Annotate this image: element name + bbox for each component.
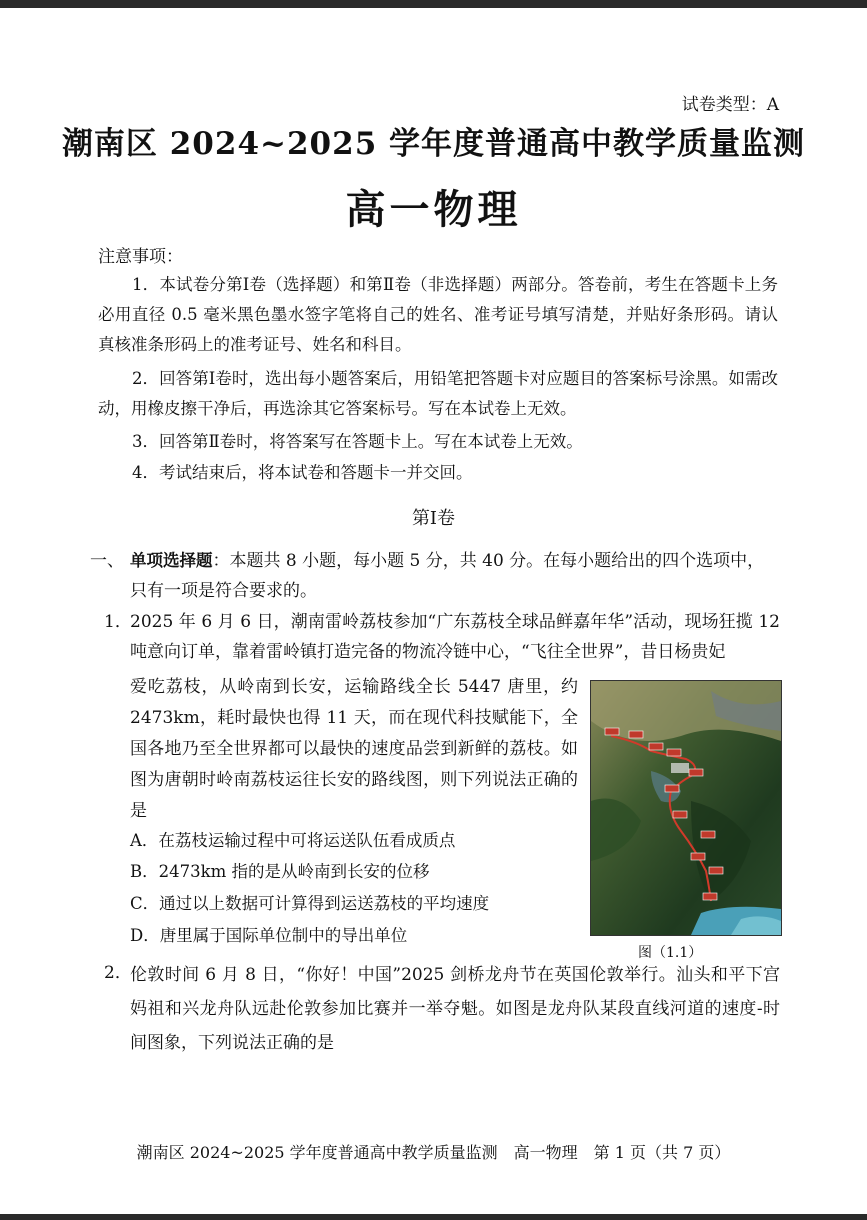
question-1-stem-continued: 爱吃荔枝，从岭南到长安，运输路线全长 5447 唐里，约 2473km，耗时最快也得 11 天，而在现代科技赋能下，全国各地乃至全世界都可以最快的速度品尝到新鲜的荔枝。如图为唐朝时岭南荔枝运往长安的路线图，则下列说法正确的是 <box>130 677 578 821</box>
page-footer: 潮南区 2024~2025 学年度普通高中教学质量监测 高一物理 第 1 页（共 7 页） <box>136 1143 731 1162</box>
note-item: 1．本试卷分第Ⅰ卷（选择题）和第Ⅱ卷（非选择题）两部分。答卷前，考生在答题卡上务必用直径 0.5 毫米黑色墨水签字笔将自己的姓名、准考证号填写清楚，并贴好条形码。请认真核准条形码上的准考证号、姓名和科目。 <box>98 275 778 354</box>
section-number: 一、 <box>90 551 124 571</box>
notes-heading: 注意事项： <box>98 247 183 267</box>
route-map-image <box>591 681 781 935</box>
note-item: 2．回答第Ⅰ卷时，选出每小题答案后，用铅笔把答题卡对应题目的答案标号涂黑。如需改动，用橡皮擦干净后，再选涂其它答案标号。写在本试卷上无效。 <box>98 369 778 418</box>
section-description: ：本题共 8 小题，每小题 5 分，共 40 分。在每小题给出的四个选项中，只有一项是符合要求的。 <box>130 551 765 601</box>
option-c: C．通过以上数据可计算得到运送荔枝的平均速度 <box>130 894 490 913</box>
section-name: 单项选择题 <box>130 551 213 570</box>
exam-subject: 高一物理 <box>345 186 522 233</box>
option-b: B．2473km 指的是从岭南到长安的位移 <box>130 862 430 881</box>
route-map-figure <box>590 680 782 936</box>
scan-edge-bottom <box>0 1214 867 1220</box>
scan-edge-top <box>0 0 867 8</box>
section-heading <box>90 546 780 606</box>
question-number: 1． <box>104 612 132 632</box>
exam-title: 潮南区 2024~2025 学年度普通高中教学质量监测 <box>61 126 806 162</box>
paper-type: 试卷类型：A <box>681 95 779 115</box>
option-d: D．唐里属于国际单位制中的导出单位 <box>130 926 408 945</box>
question-number: 2． <box>104 963 132 983</box>
question-1-stem: 2025 年 6 月 6 日，潮南雷岭荔枝参加“广东荔枝全球品鲜嘉年华”活动，现场狂揽 12 吨意向订单，靠着雷岭镇打造完备的物流冷链中心，“飞往全世界”，昔日杨贵妃 <box>130 612 780 662</box>
figure-caption: 图（1.1） <box>638 945 703 961</box>
question-2-stem: 伦敦时间 6 月 8 日，“你好！中国”2025 剑桥龙舟节在英国伦敦举行。汕头和平下宫妈祖和兴龙舟队远赴伦敦参加比赛并一举夺魁。如图是龙舟队某段直线河道的速度-时间图象，下列说法正确的是 <box>130 965 780 1053</box>
part-heading: 第Ⅰ卷 <box>411 508 456 529</box>
note-item: 4．考试结束后，将本试卷和答题卡一并交回。 <box>132 463 473 482</box>
note-item: 3．回答第Ⅱ卷时，将答案写在答题卡上。写在本试卷上无效。 <box>132 432 583 451</box>
option-a: A．在荔枝运输过程中可将运送队伍看成质点 <box>130 831 456 850</box>
